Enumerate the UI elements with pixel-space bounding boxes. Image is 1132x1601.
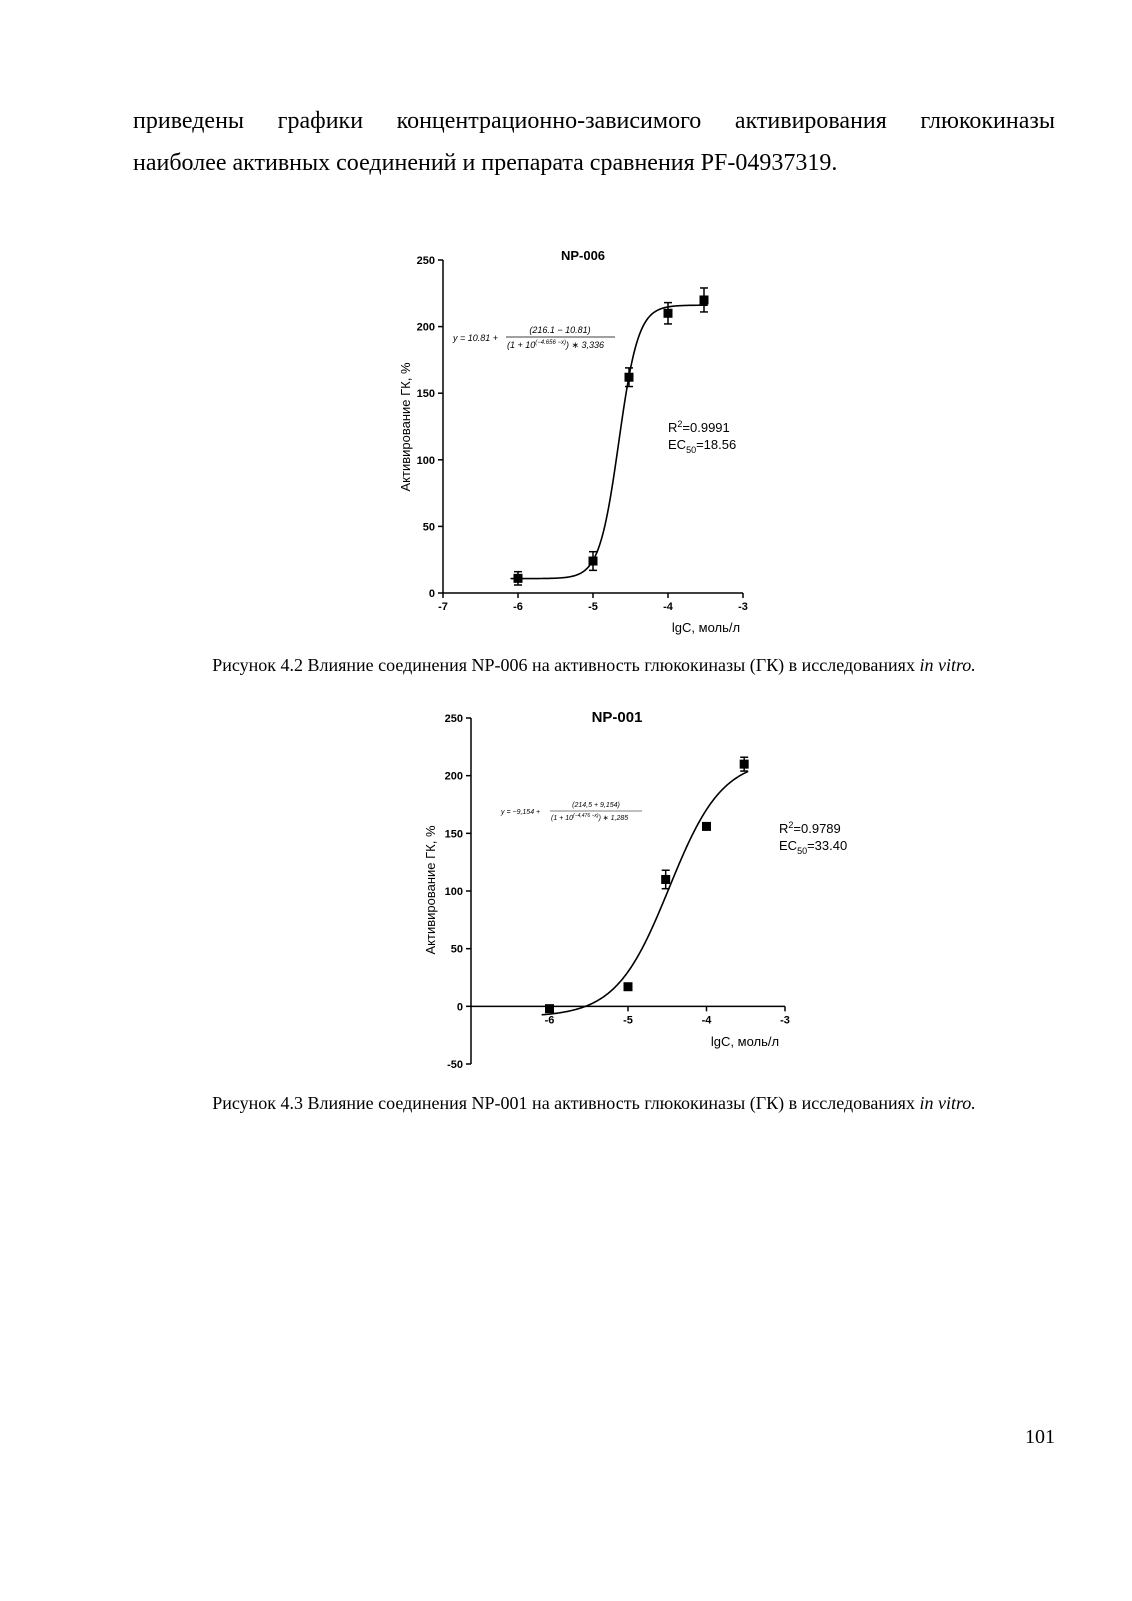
ec50-sub: 50 xyxy=(797,846,808,856)
x-tick-label: -6 xyxy=(513,601,523,613)
svg-text:R2=0.9789 xyxy=(779,820,841,836)
data-point xyxy=(514,574,523,583)
equation-lhs: y = 10.81 + xyxy=(453,333,499,343)
ec50-label: EC xyxy=(779,838,798,853)
equation-lhs: y = −9,154 + xyxy=(501,809,541,816)
svg-text:(1 + 10(−4.656 −x)) ∗ 3,336 xyxy=(507,340,604,350)
r2-value: =0.9789 xyxy=(793,821,841,836)
x-tick-label: -4 xyxy=(663,601,673,613)
chart-title: NP-006 xyxy=(560,248,606,263)
r2-label: R xyxy=(779,821,789,836)
y-tick-label: 200 xyxy=(416,321,435,334)
y-tick-label: 0 xyxy=(428,588,435,600)
r2-sup: 2 xyxy=(788,820,794,830)
ec50-sub: 50 xyxy=(686,445,697,455)
y-tick-label: 100 xyxy=(416,454,435,467)
y-tick-label: -50 xyxy=(447,1059,463,1071)
figure-np001 xyxy=(420,705,870,1080)
data-point xyxy=(664,309,673,318)
fit-stats xyxy=(668,419,736,455)
data-point xyxy=(661,875,670,884)
y-axis-label: Активирование ГК, % xyxy=(398,362,413,492)
figure-caption-4-2 xyxy=(28,655,1132,676)
x-tick-label: -3 xyxy=(780,1014,790,1027)
data-point xyxy=(700,295,709,304)
r2-label: R xyxy=(668,420,678,435)
y-tick-label: 200 xyxy=(444,770,463,783)
svg-text:(1 + 10(−4,476 −x)) ∗ 1,285 xyxy=(551,813,628,822)
y-tick-label: 150 xyxy=(444,828,463,841)
fit-stats xyxy=(779,820,847,856)
caption-text: Рисунок 4.3 Влияние соединения NP-001 на активность глюкокиназы (ГК) в исследованиях xyxy=(212,1093,920,1113)
data-point xyxy=(545,1004,554,1013)
equation-exponent: (−4.656 −x) xyxy=(535,340,566,346)
data-point xyxy=(740,760,749,769)
svg-text:EC50=18.56 xyxy=(668,437,736,455)
r2-sup: 2 xyxy=(677,419,683,429)
figure-caption-4-3 xyxy=(28,1093,1132,1114)
x-tick-label: -3 xyxy=(738,601,748,613)
data-point xyxy=(589,557,598,566)
equation-exponent: (−4,476 −x) xyxy=(573,813,599,819)
equation-numerator: (216.1 − 10.81) xyxy=(529,325,591,335)
y-tick-label: 50 xyxy=(450,943,463,956)
x-tick-label: -4 xyxy=(701,1014,712,1027)
caption-italic: in vitro. xyxy=(919,1093,976,1113)
data-point xyxy=(624,982,633,991)
chart-np006 xyxy=(395,240,760,640)
svg-text:R2=0.9991 xyxy=(668,419,730,435)
y-tick-label: 100 xyxy=(444,886,463,898)
x-tick-label: -5 xyxy=(623,1014,633,1027)
r2-value: =0.9991 xyxy=(682,420,730,435)
y-tick-label: 50 xyxy=(422,521,435,534)
x-tick-label: -5 xyxy=(588,601,598,613)
equation-tail: ) ∗ 1,285 xyxy=(598,815,629,822)
caption-text: Рисунок 4.2 Влияние соединения NP-006 на активность глюкокиназы (ГК) в исследованиях xyxy=(212,655,920,675)
equation-denominator: (1 + 10 xyxy=(507,340,536,350)
equation-denominator: (1 + 10 xyxy=(551,815,573,822)
equation-numerator: (214,5 + 9,154) xyxy=(572,802,620,809)
y-tick-label: 0 xyxy=(456,1001,463,1014)
caption-italic: in vitro. xyxy=(919,655,976,675)
ec50-label: EC xyxy=(668,437,687,452)
y-tick-label: 150 xyxy=(416,388,435,401)
intro-line-1: приведены графики концентрационно-зависимого активирования глюкокиназы xyxy=(133,108,1055,134)
fit-equation xyxy=(500,802,642,822)
equation-tail: ) ∗ 3,336 xyxy=(565,340,605,350)
x-tick-label: -6 xyxy=(544,1014,555,1027)
figure-np006 xyxy=(395,240,760,640)
y-tick-label: 250 xyxy=(444,713,463,725)
y-axis-label: Активирование ГК, % xyxy=(423,825,438,955)
ec50-value: =33.40 xyxy=(807,838,848,853)
data-point xyxy=(625,373,634,382)
x-axis-label: lgC, моль/л xyxy=(710,1034,780,1049)
page-number: 101 xyxy=(1025,1426,1055,1448)
y-tick-label: 250 xyxy=(416,255,435,267)
ec50-value: =18.56 xyxy=(696,437,737,452)
chart-np001 xyxy=(420,705,870,1080)
x-tick-label: -7 xyxy=(438,601,448,613)
data-point xyxy=(702,822,711,831)
intro-line-2: наиболее активных соединений и препарата сравнения PF-04937319. xyxy=(133,150,838,176)
chart-title: NP-001 xyxy=(591,709,643,726)
svg-text:EC50=33.40 xyxy=(779,838,847,856)
intro-paragraph xyxy=(133,100,1055,184)
fit-equation xyxy=(452,325,615,350)
x-axis-label: lgC, моль/л xyxy=(671,620,741,635)
